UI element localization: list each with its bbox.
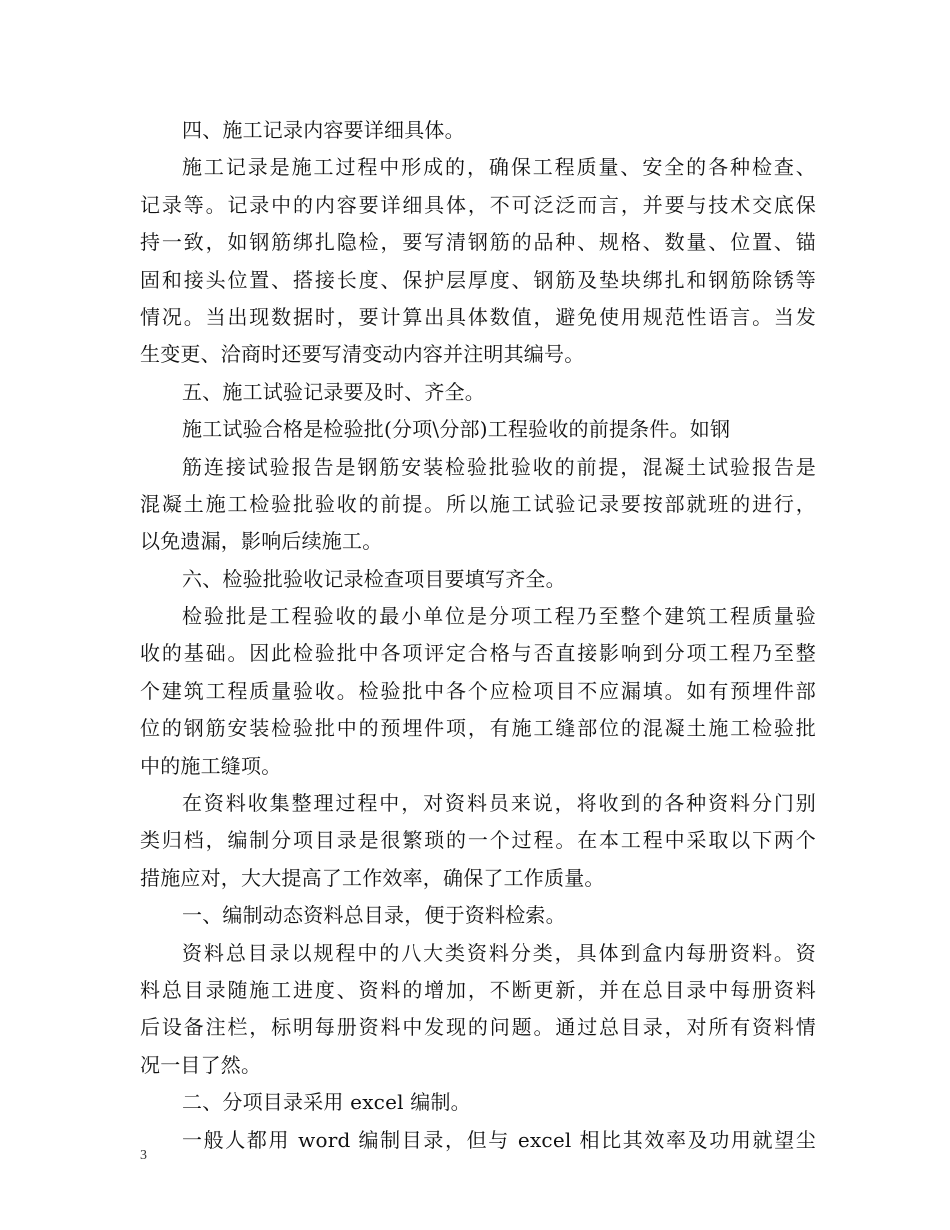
paragraph-line: 筋连接试验报告是钢筋安装检验批验收的前提，混凝土试验报告是 bbox=[182, 454, 816, 479]
paragraph-line: 生变更、洽商时还要写清变动内容并注明其编号。 bbox=[140, 342, 585, 367]
paragraph-line: 检验批是工程验收的最小单位是分项工程乃至整个建筑工程质量验 bbox=[182, 604, 816, 629]
paragraph-line: 记录等。记录中的内容要详细具体，不可泛泛而言，并要与技术交底保 bbox=[140, 192, 816, 217]
paragraph-line: 持一致，如钢筋绑扎隐检，要写清钢筋的品种、规格、数量、位置、锚 bbox=[140, 230, 816, 255]
paragraph-line: 五、施工试验记录要及时、齐全。 bbox=[182, 379, 485, 404]
page-number: 3 bbox=[140, 1148, 147, 1163]
paragraph-line: 料总目录随施工进度、资料的增加，不断更新，并在总目录中每册资料 bbox=[140, 977, 816, 1002]
paragraph-line: 混凝土施工检验批验收的前提。所以施工试验记录要按部就班的进行， bbox=[140, 491, 816, 516]
paragraph-line: 中的施工缝项。 bbox=[140, 753, 282, 778]
paragraph-line: 个建筑工程质量验收。检验批中各个应检项目不应漏填。如有预埋件部 bbox=[140, 678, 816, 703]
paragraph-line: 一般人都用 word 编制目录，但与 excel 相比其效率及功用就望尘 bbox=[182, 1127, 816, 1152]
paragraph-line: 一、编制动态资料总目录，便于资料检索。 bbox=[182, 903, 566, 928]
paragraph-line: 情况。当出现数据时，要计算出具体数值，避免使用规范性语言。当发 bbox=[140, 304, 816, 329]
paragraph-line: 施工试验合格是检验批(分项\分部)工程验收的前提条件。如钢 bbox=[182, 417, 731, 442]
paragraph-line: 二、分项目录采用 excel 编制。 bbox=[182, 1090, 471, 1115]
paragraph-line: 位的钢筋安装检验批中的预埋件项，有施工缝部位的混凝土施工检验批 bbox=[140, 716, 816, 741]
paragraph-line: 以免遗漏，影响后续施工。 bbox=[140, 529, 383, 554]
paragraph-line: 措施应对，大大提高了工作效率，确保了工作质量。 bbox=[140, 865, 605, 890]
paragraph-line: 六、检验批验收记录检查项目要填写齐全。 bbox=[182, 566, 566, 591]
paragraph-line: 施工记录是施工过程中形成的，确保工程质量、安全的各种检查、 bbox=[182, 155, 816, 180]
paragraph-line: 类归档，编制分项目录是很繁琐的一个过程。在本工程中采取以下两个 bbox=[140, 828, 816, 853]
paragraph-line: 况一目了然。 bbox=[140, 1052, 262, 1077]
paragraph-line: 在资料收集整理过程中，对资料员来说，将收到的各种资料分门别 bbox=[182, 791, 816, 816]
paragraph-line: 后设备注栏，标明每册资料中发现的问题。通过总目录，对所有资料情 bbox=[140, 1015, 816, 1040]
paragraph-line: 四、施工记录内容要详细具体。 bbox=[182, 118, 465, 142]
body-text bbox=[140, 112, 816, 1159]
paragraph-line: 固和接头位置、搭接长度、保护层厚度、钢筋及垫块绑扎和钢筋除锈等 bbox=[140, 267, 816, 292]
paragraph-line: 资料总目录以规程中的八大类资料分类，具体到盒内每册资料。资 bbox=[182, 940, 816, 965]
paragraph-line: 收的基础。因此检验批中各项评定合格与否直接影响到分项工程乃至整 bbox=[140, 641, 816, 666]
